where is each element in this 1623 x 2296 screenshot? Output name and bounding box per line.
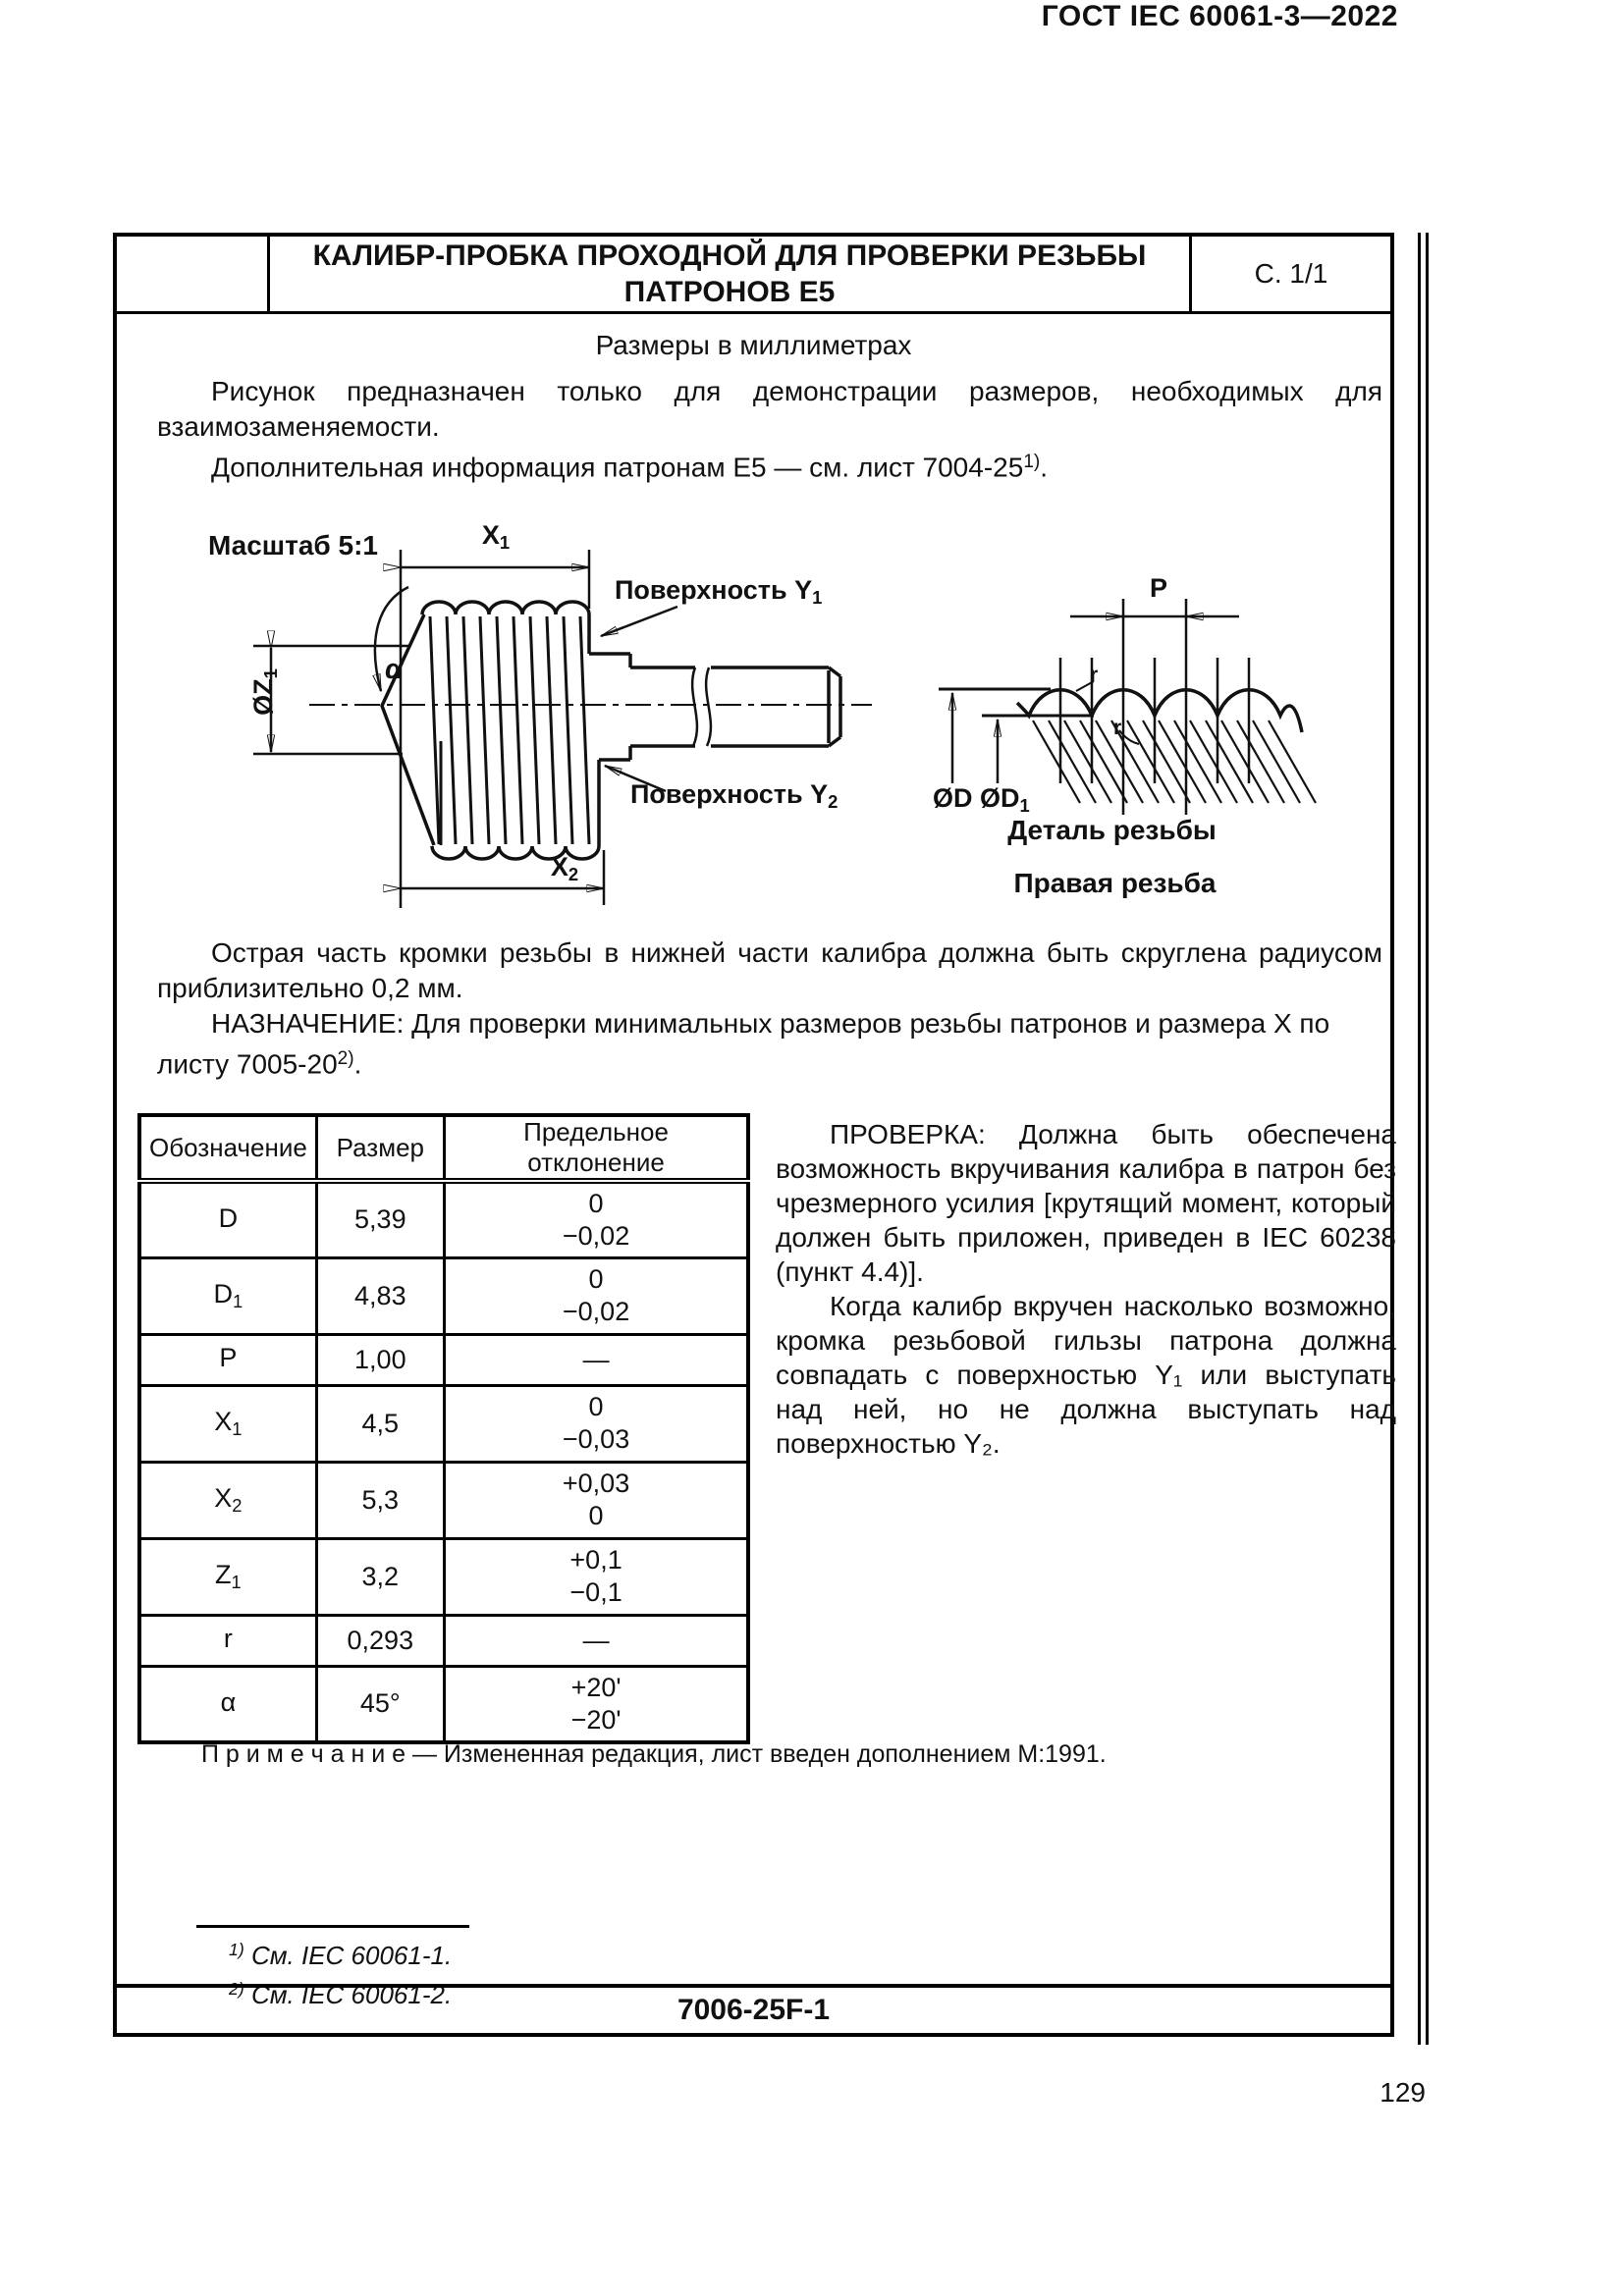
deviation-bottom: −0,1 (569, 1577, 622, 1607)
thread-detail-drawing (923, 520, 1394, 933)
symbol-sub: 1 (231, 1572, 242, 1593)
dim-label-d: ØD (933, 783, 973, 813)
cell-deviation (444, 1334, 748, 1385)
note: П р и м е ч а н и е — Измененная редакция, лист введен дополнением М:1991. (201, 1740, 1107, 1768)
check-paragraph-2: Когда калибр вкручен насколько возможно, кромка резьбовой гильзы патрона должна совпадать с поверхностью Y₁ или выступать над ней, но не должна выступать над поверхностью Y₂. (776, 1291, 1396, 1459)
doc-number: 7006-25F-1 (676, 1994, 831, 2026)
check-paragraph-1: ПРОВЕРКА: Должна быть обеспечена возможность вкручивания калибра в патрон без чрезмерного усилия [крутящий момент, который должен быть приложен, приведен в IEC 60238 (пункт 4.4)]. (776, 1119, 1396, 1287)
table-row (139, 1538, 748, 1615)
deviation-top: 0 (588, 1188, 604, 1218)
dim-label-x1-base: X (481, 520, 500, 550)
cell-size: 3,2 (316, 1538, 444, 1615)
symbol-base: D (218, 1202, 239, 1233)
surface-y2-sub: 2 (828, 791, 839, 813)
cell-symbol (139, 1257, 316, 1334)
check-section (776, 1117, 1396, 1461)
cell-symbol (139, 1385, 316, 1462)
sheet-title-line1: КАЛИБР-ПРОБКА ПРОХОДНОЙ ДЛЯ ПРОВЕРКИ РЕЗЬБЫ (312, 240, 1147, 272)
cell-deviation (444, 1385, 748, 1462)
paragraph-purpose-text: НАЗНАЧЕНИЕ: Для проверки минимальных размеров резьбы патронов и размера X по листу 7005-20 (157, 1008, 1330, 1080)
col-header-size: Размер (316, 1115, 444, 1181)
symbol-base: P (219, 1342, 238, 1372)
surface-y1-sub: 1 (812, 587, 823, 609)
symbol-base: r (223, 1623, 233, 1653)
symbol-base: Z (215, 1559, 232, 1589)
cell-size: 4,5 (316, 1385, 444, 1462)
right-double-rule (1418, 233, 1429, 2045)
symbol-base: X (214, 1482, 233, 1513)
doc-number-bar (117, 1984, 1390, 2033)
cell-deviation (444, 1538, 748, 1615)
scale-label: Масштаб 5:1 (208, 530, 378, 561)
deviation-bottom: −0,02 (562, 1297, 630, 1326)
sheet-frame (113, 233, 1394, 2037)
deviation-top: 0 (588, 1264, 604, 1294)
paragraph-edge-rounding: Острая часть кромки резьбы в нижней части калибра должна быть скруглена радиусом приблизительно 0,2 мм. (157, 937, 1382, 1003)
dim-label-d1 (980, 783, 1030, 817)
cell-symbol (139, 1334, 316, 1385)
paragraph-purpose (157, 1006, 1382, 1083)
symbol-base: D (213, 1278, 234, 1308)
footnote-ref-1: 1) (1023, 452, 1041, 472)
radius-label-1: r (1090, 664, 1099, 686)
cell-size: 5,3 (316, 1462, 444, 1538)
gauge-plug-drawing (147, 520, 884, 933)
paragraph-additional-info-text: Дополнительная информация патронам Е5 — см. лист 7004-25 (211, 452, 1024, 483)
deviation-bottom: 0 (588, 1501, 604, 1530)
symbol-sub: 1 (232, 1418, 243, 1440)
dim-label-d1-base: ØD (980, 783, 1020, 813)
table-header-row (139, 1115, 748, 1181)
deviation-top: +0,1 (569, 1545, 622, 1575)
sheet-page-ref: С. 1/1 (1254, 258, 1328, 289)
units-note: Размеры в миллиметрах (595, 330, 912, 360)
sheet-title (270, 237, 1192, 311)
alpha-label: α (385, 654, 403, 685)
dim-label-z1-base: ØZ (247, 678, 278, 716)
cell-symbol (139, 1462, 316, 1538)
footnote-2-text: См. IEC 60061-2. (243, 1979, 453, 2009)
cell-size: 4,83 (316, 1257, 444, 1334)
footnote-rule (196, 1925, 469, 1928)
deviation-top: +0,03 (562, 1468, 630, 1498)
footnote-ref-2: 2) (337, 1048, 354, 1069)
sheet-title-line2: ПАТРОНОВ Е5 (623, 276, 836, 308)
table-row (139, 1615, 748, 1666)
table-row (139, 1462, 748, 1538)
deviation-bottom: −20' (570, 1704, 622, 1735)
cell-symbol (139, 1666, 316, 1742)
deviation-top: +20' (570, 1672, 622, 1702)
paragraph-additional-info-period: . (1040, 452, 1049, 483)
page-number: 129 (1380, 2077, 1426, 2108)
footnote-2-marker: 2) (229, 1978, 244, 1999)
dimensions-table (137, 1113, 750, 1744)
deviation-top: — (582, 1344, 610, 1374)
table-row (139, 1181, 748, 1257)
symbol-base: α (220, 1686, 237, 1717)
dim-label-x1-sub: 1 (499, 532, 511, 554)
cell-deviation (444, 1615, 748, 1666)
title-block (117, 237, 1390, 314)
dim-label-z1-sub: 1 (260, 668, 282, 679)
deviation-bottom: −0,02 (562, 1220, 630, 1251)
cell-size: 45° (316, 1666, 444, 1742)
cell-size: 1,00 (316, 1334, 444, 1385)
cell-size: 0,293 (316, 1615, 444, 1666)
col-header-designation: Обозначение (139, 1115, 316, 1181)
dim-label-p: P (1149, 573, 1167, 603)
footnote-1-marker: 1) (229, 1940, 244, 1959)
dim-label-d1-sub: 1 (1019, 795, 1030, 817)
cell-symbol (139, 1181, 316, 1257)
radius-label-2: r (1113, 717, 1122, 739)
symbol-base: X (214, 1406, 233, 1436)
caption-thread-detail: Деталь резьбы (1007, 815, 1217, 845)
cell-deviation (444, 1257, 748, 1334)
footnote-1-text: См. IEC 60061-1. (243, 1940, 453, 1970)
surface-y1-label (615, 575, 822, 609)
title-blank-cell (117, 237, 270, 311)
surface-y2-label (630, 779, 838, 813)
deviation-bottom: −0,03 (562, 1424, 630, 1454)
symbol-sub: 2 (232, 1495, 243, 1517)
caption-right-hand-thread: Правая резьба (1013, 868, 1217, 898)
paragraph-purpose-period: . (353, 1048, 362, 1080)
deviation-top: — (582, 1625, 610, 1655)
dim-label-x2-sub: 2 (568, 864, 579, 885)
cell-deviation (444, 1666, 748, 1742)
table-row (139, 1334, 748, 1385)
table-row (139, 1385, 748, 1462)
running-header: ГОСТ IEC 60061-3—2022 (1041, 0, 1398, 32)
cell-deviation (444, 1181, 748, 1257)
dim-label-x2 (530, 852, 599, 885)
surface-y2-base: Поверхность Y (630, 779, 829, 809)
cell-size: 5,39 (316, 1181, 444, 1257)
dim-label-x1 (461, 520, 530, 554)
paragraph-additional-info (157, 445, 1382, 486)
dim-label-z1 (248, 645, 282, 739)
cell-symbol (139, 1615, 316, 1666)
col-header-deviation: Предельное отклонение (444, 1115, 748, 1181)
surface-y1-base: Поверхность Y (615, 575, 813, 605)
footnote-1 (201, 1933, 452, 1972)
table-row (139, 1257, 748, 1334)
table-row (139, 1666, 748, 1742)
symbol-sub: 1 (233, 1291, 243, 1312)
deviation-top: 0 (588, 1392, 604, 1421)
cell-symbol (139, 1538, 316, 1615)
dim-label-x2-base: X (550, 852, 568, 881)
cell-deviation (444, 1462, 748, 1538)
paragraph-interchangeability: Рисунок предназначен только для демонстрации размеров, необходимых для взаимозаменяемости. (157, 376, 1382, 442)
